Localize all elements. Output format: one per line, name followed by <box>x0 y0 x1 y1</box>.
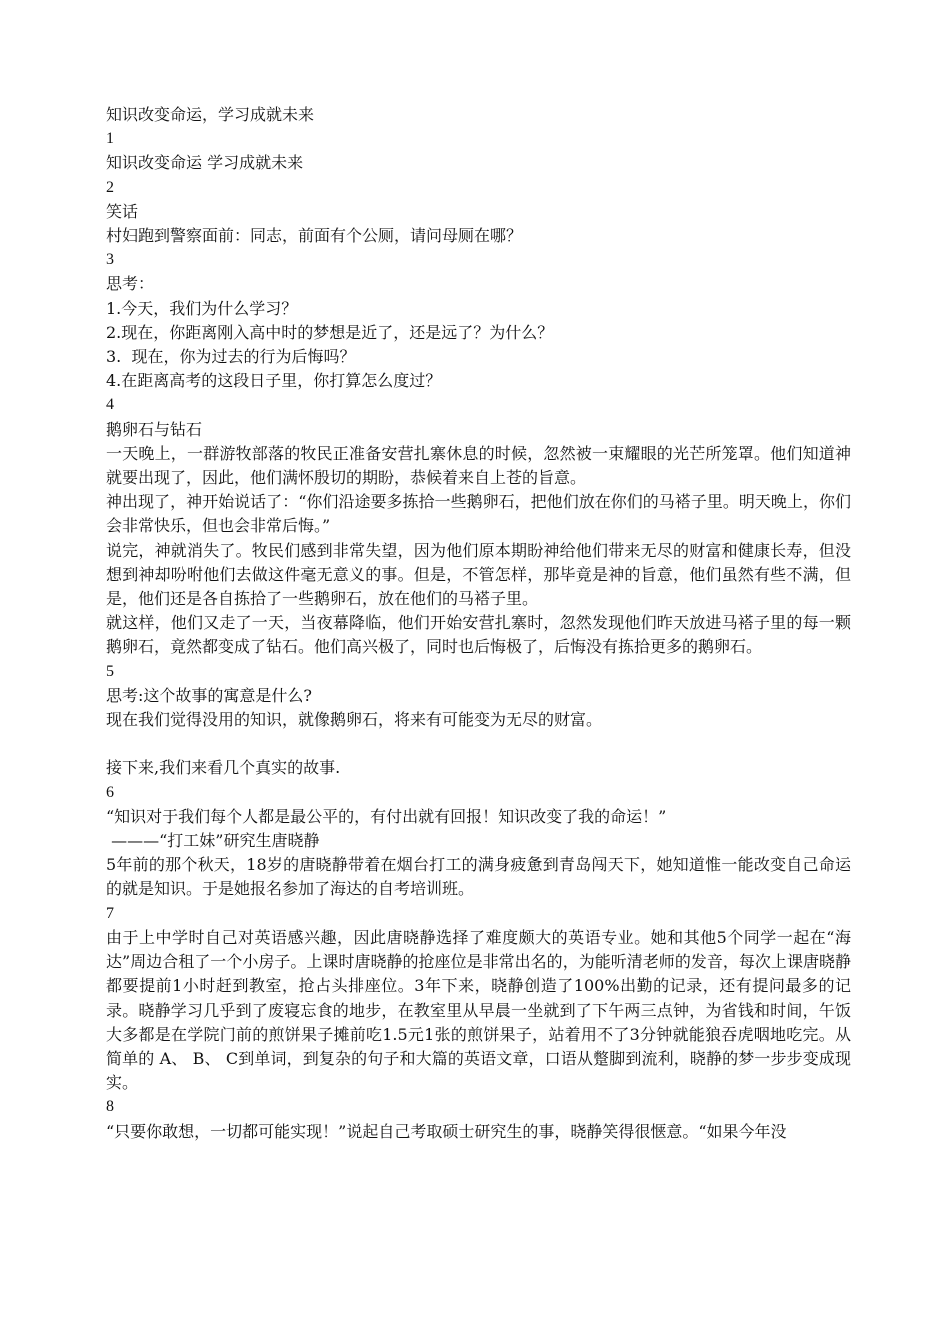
slide-number: 4 <box>106 396 114 414</box>
slide-number: 1 <box>106 130 114 148</box>
paragraph: “只要你敢想，一切都可能实现！”说起自己考取硕士研究生的事，晓静笑得很惬意。“如果今年没 <box>106 1121 787 1141</box>
paragraph: 说完，神就消失了。牧民们感到非常失望，因为他们原本期盼神给他们带来无尽的财富和健康长寿，但没想到神却吩咐他们去做这件毫无意义的事。但是，不管怎样，那毕竟是神的旨意，他们虽然有些不满，但是，他们还是各自拣拾了一些鹅卵石，放在他们的马褡子里。 <box>106 540 851 609</box>
question-item: 4.在距离高考的这段日子里，你打算怎么度过？ <box>106 371 442 391</box>
section-title: 鹅卵石与钻石 <box>106 419 203 439</box>
text-line: 村妇跑到警察面前：同志，前面有个公厕，请问母厕在哪？ <box>106 226 523 246</box>
paragraph: 由于上中学时自己对英语感兴趣，因此唐晓静选择了难度颇大的英语专业。她和其他5个同学一起在“海达”周边合租了一个小房子。上课时唐晓静的抢座位是非常出名的，为能听清老师的发音，每次上课唐晓静都要提前1小时赶到教室，抢占头排座位。3年下来，晓静创造了100%出勤的记录，还有提问最多的记录。晓静学习几乎到了废寝忘食的地步，在教室里从早晨一坐就到了下午两三点钟，为省钱和时间，午饭大多都是在学院门前的煎饼果子摊前吃1.5元1张的煎饼果子，站着用不了3分钟就能狼吞虎咽地吃完。从简单的 A、 B、 C到单词，到复杂的句子和大篇的英语文章，口语从蹩脚到流利，晓静的梦一步步变成现实。 <box>106 927 851 1093</box>
paragraph: 就这样，他们又走了一天，当夜幕降临，他们开始安营扎寨时，忽然发现他们昨天放进马褡子里的每一颗鹅卵石，竟然都变成了钻石。他们高兴极了，同时也后悔极了，后悔没有拣拾更多的鹅卵石。 <box>106 613 851 657</box>
text-line: 思考:这个故事的寓意是什么? <box>106 685 312 705</box>
question-item: 3. 现在，你为过去的行为后悔吗？ <box>106 347 356 367</box>
quote-line: “知识对于我们每个人都是最公平的，有付出就有回报！知识改变了我的命运！” <box>106 806 667 826</box>
slide-number: 3 <box>106 251 114 269</box>
section-title: 思考： <box>106 274 155 294</box>
text-line: 接下来,我们来看几个真实的故事. <box>106 758 341 778</box>
document-body <box>106 103 851 1144</box>
paragraph: 一天晚上，一群游牧部落的牧民正准备安营扎寨休息的时候，忽然被一束耀眼的光芒所笼罩。他们知道神就要出现了，因此，他们满怀殷切的期盼，恭候着来自上苍的旨意。 <box>106 443 851 488</box>
question-item: 2.现在，你距离刚入高中时的梦想是近了，还是远了？为什么？ <box>106 322 554 342</box>
section-title: 笑话 <box>106 201 139 221</box>
paragraph: 神出现了，神开始说话了：“你们沿途要多拣拾一些鹅卵石，把他们放在你们的马褡子里。明天晚上，你们会非常快乐，但也会非常后悔。” <box>106 492 851 536</box>
text-line: 现在我们觉得没用的知识，就像鹅卵石，将来有可能变为无尽的财富。 <box>106 710 603 730</box>
blank-line <box>106 732 851 756</box>
slide-number: 2 <box>106 178 114 196</box>
text-line: 知识改变命运 学习成就未来 <box>106 153 304 173</box>
slide-number: 7 <box>106 904 114 922</box>
slide-number: 8 <box>106 1098 114 1116</box>
slide-number: 6 <box>106 783 114 801</box>
slide-number: 5 <box>106 662 114 680</box>
paragraph: 5年前的那个秋天，18岁的唐晓静带着在烟台打工的满身疲惫到青岛闯天下，她知道惟一能改变自己命运的就是知识。于是她报名参加了海达的自考培训班。 <box>106 855 851 899</box>
question-item: 1.今天，我们为什么学习？ <box>106 298 298 318</box>
heading-line: 知识改变命运，学习成就未来 <box>106 105 315 124</box>
attribution-line: ———“打工妹”研究生唐晓静 <box>106 831 320 851</box>
